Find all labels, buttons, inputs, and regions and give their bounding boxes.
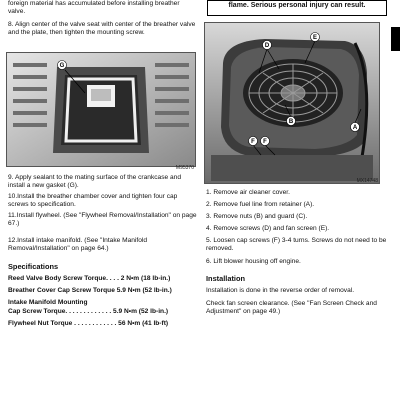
figure-callout-a: A <box>352 125 358 132</box>
installation-heading: Installation <box>206 274 246 283</box>
figure-callout-e: E <box>312 35 318 42</box>
step-3: 3. Remove nuts (B) and guard (C). <box>206 213 308 220</box>
figure-callout-b: B <box>288 119 294 126</box>
step-12: 12.Install intake manifold. (See "Intake Manifold Removal/Installation" on page 64.) <box>8 237 148 253</box>
spec-intake-manifold-label: Intake Manifold Mounting <box>8 299 88 306</box>
section-tab-marker <box>391 27 400 51</box>
figure-caption-left: M95370 <box>175 165 194 171</box>
figure-callout-f-right: F <box>263 139 267 146</box>
specifications-heading: Specifications <box>8 262 59 271</box>
figure-callout-g: G <box>59 63 65 70</box>
intro-fragment: foreign material has accumulated before installing breather valve. <box>8 0 180 16</box>
blower-housing-figure <box>204 22 380 184</box>
step-6: 6. Lift blower housing off engine. <box>206 258 301 265</box>
step-11: 11.Install flywheel. (See "Flywheel Removal/Installation" on page 67.) <box>8 212 197 228</box>
spec-flywheel-nut: Flywheel Nut Torque . . . . . . . . . . . . 56 N•m (41 lb-ft) <box>8 320 169 327</box>
warning-box <box>207 0 387 16</box>
figure-caption-right: MX14748 <box>356 178 378 184</box>
step-10: 10.Install the breather chamber cover and tighten four cap screws to specification. <box>8 193 178 209</box>
step-2: 2. Remove fuel line from retainer (A). <box>206 201 315 208</box>
step-4: 4. Remove screws (D) and fan screen (E). <box>206 225 330 232</box>
fan-screen-check-text: Check fan screen clearance. (See "Fan Screen Check and Adjustment" on page 49.) <box>206 300 377 316</box>
step-8: 8. Align center of the valve seat with center of the breather valve and the plate, then tighten the mounting screw. <box>8 21 196 37</box>
figure-callout-d: D <box>264 43 270 50</box>
breather-valve-figure <box>6 52 196 167</box>
spec-intake-manifold-torque: Cap Screw Torque. . . . . . . . . . . . . 5.9 N•m (52 lb-in.) <box>8 308 169 315</box>
step-5: 5. Loosen cap screws (F) 3-4 turns. Screws do not need to be removed. <box>206 237 387 253</box>
spec-breather-cover: Breather Cover Cap Screw Torque 5.9 N•m (52 lb-in.) <box>8 287 172 294</box>
figure-callout-f-left: F <box>251 139 255 146</box>
installation-text: Installation is done in the reverse order of removal. <box>206 287 355 294</box>
warning-text: flame. Serious personal injury can result. <box>228 2 366 9</box>
spec-reed-valve: Reed Valve Body Screw Torque. . . . 2 N•m (18 lb-in.) <box>8 275 171 282</box>
step-1: 1. Remove air cleaner cover. <box>206 189 290 196</box>
step-9: 9. Apply sealant to the mating surface of the crankcase and install a new gasket (G). <box>8 174 182 190</box>
